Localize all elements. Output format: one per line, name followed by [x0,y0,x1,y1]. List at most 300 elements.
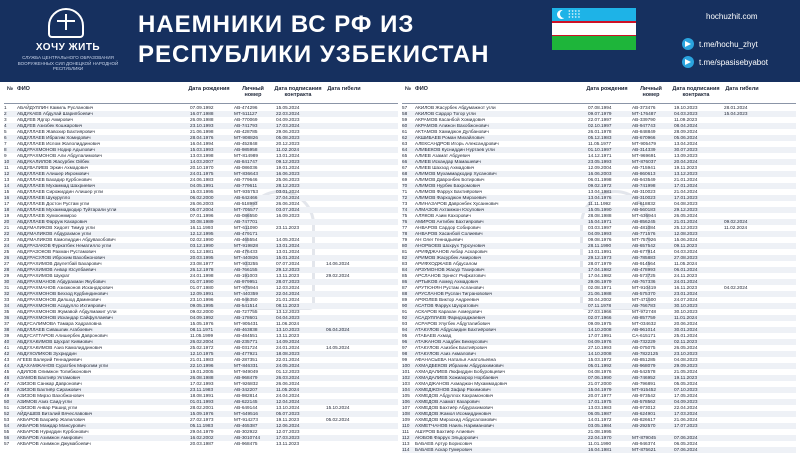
row-name: БАБАЕВ Аскар Гумерович [415,447,473,452]
row-contract-date: 15.01.2024 [276,255,300,260]
row-personal-number: АВ-796891 [632,381,656,386]
website-link[interactable]: hochuzhit.com [706,12,758,21]
row-dob: 14.03.2007 [190,159,214,164]
row-death-date: 09.02.2024 [724,219,748,224]
row-number: 8 [4,147,7,152]
row-number: 22 [4,231,10,236]
row-contract-date: 25.01.2024 [674,333,698,338]
row-contract-date: 06.01.2024 [674,267,698,272]
row-dob: 09.09.1975 [588,321,612,326]
row-contract-date: 07.10.2023 [674,387,698,392]
row-personal-number: АВ-465554 [234,237,258,242]
row-contract-date: 22.01.2024 [276,357,300,362]
row-dob: 24.01.1998 [190,273,214,278]
row-number: 30 [4,279,10,284]
row-number: 32 [4,291,10,296]
row-dob: 05.12.1983 [588,135,612,140]
row-name: АБДУРАХМОНОВ Бехзод Кудбиндинович [17,291,108,296]
row-dob: 17.07.1991 [588,333,612,338]
row-personal-number: АВ-746952 [632,375,656,380]
row-name: АЛЯКОВ Азим Кахорович [415,213,471,218]
row-name: АБАЙДУЛЛИН Камиль Русланович [17,105,94,110]
row-number: 12 [4,171,10,176]
row-number: 94 [402,327,408,332]
row-personal-number: АВ-732229 [632,339,656,344]
row-dob: 07.08.1994 [588,105,612,110]
row-dob: 01.07.1990 [190,279,214,284]
row-dob: 15.04.1979 [588,387,612,392]
row-number: 95 [402,333,408,338]
row-contract-date: 28.12.2023 [276,183,300,188]
row-name: АБДУЛЛАЕВ Мухаммад Шахриевич [17,183,96,188]
row-dob: 03.05.1984 [588,423,612,428]
row-contract-date: 22.04.2024 [276,291,300,296]
row-contract-date: 14.05.2024 [276,237,300,242]
row-dob: 14.10.2008 [588,327,612,332]
row-personal-number: АВ-741793 [234,123,258,128]
row-name: АЛИНАЗАРОВ Давронбек Хусаинович [415,201,499,206]
row-contract-date: 22.03.2024 [276,111,300,116]
row-number: 84 [402,267,408,272]
row-contract-date: 17.03.2024 [276,123,300,128]
col-dob: Дата рождения [586,86,628,92]
row-dob: 20.03.1987 [190,441,214,446]
row-personal-number: МТ-757926 [632,237,656,242]
row-personal-number: АВ-841747 [234,159,258,164]
row-dob: 23.11.1983 [190,387,214,392]
row-number: 112 [402,435,410,440]
header-banner [0,0,800,82]
row-contract-date: 12.03.2024 [276,285,300,290]
row-dob: 22.07.1997 [588,117,612,122]
row-dob: 28.08.1988 [588,213,612,218]
row-dob: 16.04.1994 [190,141,214,146]
row-number: 62 [402,135,408,140]
row-dob: 15.05.1990 [588,207,612,212]
row-name: АБДУРАХМОНОВ Нодир Адылович [17,147,95,152]
row-number: 113 [402,441,410,446]
row-number: 11 [4,165,9,170]
col-num: № [404,86,412,92]
row-personal-number: АВ-741998 [632,183,656,188]
table-left [4,84,398,446]
row-dob: 23.08.1977 [190,261,214,266]
row-dob: 29.06.1979 [588,279,612,284]
row-number: 39 [4,333,10,338]
row-dob: 16.04.1981 [588,447,612,452]
row-dob: 27.03.1966 [588,309,612,314]
row-number: 90 [402,303,408,308]
row-contract-date: 12.04.2024 [276,399,300,404]
row-personal-number: АВ-727755 [234,309,258,314]
row-name: АБДУРАХМАНОВ Азизжонов Искандарович [17,285,113,290]
row-number: 88 [402,291,408,296]
row-number: 4 [4,123,7,128]
row-dob: 15.03.1993 [190,147,214,152]
col-death: Дата гибели [327,86,361,92]
row-personal-number: АВ-573725 [632,273,656,278]
row-name: АБДУРАХМОНОВ Асадулло Ихтиярович [17,303,106,308]
row-number: 16 [4,195,10,200]
row-contract-date: 26.06.2024 [276,381,300,386]
row-death-date: 05.02.2024 [326,417,350,422]
row-dob: 23.10.1993 [190,123,214,128]
row-dob: 11.05.1977 [588,141,612,146]
table-row [4,441,398,447]
row-contract-date: 23.01.2024 [674,291,698,296]
col-contract: Дата подписания контракта [672,86,720,98]
row-contract-date: 03.07.2024 [276,207,300,212]
row-personal-number: МТ-879045 [632,435,656,440]
row-number: 52 [4,411,10,416]
row-number: 43 [4,357,10,362]
row-contract-date: 13.01.2024 [276,153,300,158]
row-death-date: 15.04.2023 [724,111,748,116]
row-personal-number: АВ-785883 [632,255,656,260]
row-dob: 07.01.1996 [190,213,214,218]
row-name: АРИФДЖАНОВ Акбар Аскарович [415,249,488,254]
row-personal-number: АВ-575370 [632,291,656,296]
row-number: 105 [402,393,410,398]
row-contract-date: 17.03.2023 [276,435,300,440]
row-personal-number: АВ-287351 [234,357,258,362]
row-name: АБДУВАЛИЕВ Эркин Ахмадович [17,165,89,170]
row-number: 104 [402,387,410,392]
row-name: АДАХАМЖАНОВ Суратбек Миролим угли [17,363,108,368]
row-contract-date: 19.11.2023 [674,375,698,380]
row-contract-date: 18.08.2023 [276,351,300,356]
row-name: АТАКУЛОВ Абдусаидин Бахтиёрович [415,327,496,332]
row-number: 55 [4,429,10,434]
row-personal-number: АВ-715941 [632,165,656,170]
stars-icon: ★★★★ ★★★★ ★★★★ [568,9,581,19]
row-contract-date: 03.01.2024 [276,189,300,194]
row-personal-number: АВ-961014 [632,327,656,332]
row-name: АСАДУЛЛАЕВ Фаридхаджаевич [415,315,486,320]
row-contract-date: 13.12.2023 [276,309,300,314]
row-contract-date: 13.12.2023 [674,171,698,176]
row-contract-date: 23.10.2023 [674,351,698,356]
row-dob: 09.02.2000 [190,309,214,314]
row-personal-number: АВ-985958 [234,147,258,152]
row-contract-date: 26.03.2024 [276,375,300,380]
row-name: АРФОЛЕВ Виктор Андреевич [415,297,480,302]
row-personal-number: АВ-943549 [632,177,656,182]
row-dob: 17.02.1993 [190,381,214,386]
row-contract-date: 25.12.2023 [674,225,698,230]
row-contract-date: 07.06.2024 [674,447,698,452]
row-personal-number: АВ-779611 [234,183,258,188]
row-personal-number: АВ-235771 [234,339,258,344]
row-number: 66 [402,159,408,164]
row-number: 31 [4,285,10,290]
row-name: АХМЕДЖОНОВ Зафар Рахимович [415,387,491,392]
table-header [402,84,796,104]
row-number: 50 [4,399,10,404]
row-name: АЗИЗОВ Санжар Давронович [17,381,82,386]
row-number: 67 [402,165,408,170]
row-contract-date: 05.05.2024 [674,381,698,386]
row-number: 37 [4,321,10,326]
row-dob: 09.08.1976 [588,237,612,242]
row-number: 89 [402,297,408,302]
row-personal-number: МТ-905479 [632,141,656,146]
row-number: 72 [402,195,408,200]
row-contract-date: 13.09.2023 [674,153,698,158]
row-personal-number: АВ-477921 [234,351,258,356]
row-name: АФАНАСЬЕВА Наталья Анатольевна [415,357,496,362]
col-personal: Личный номер [640,86,662,98]
row-personal-number: АВ-624901 [632,411,656,416]
row-personal-number: АВ-649144 [234,405,258,410]
row-contract-date: 21.01.2024 [674,219,698,224]
row-name: АЛИЕВ Азамат Абдуевич [415,153,471,158]
row-dob: 16.02.2002 [190,435,214,440]
row-name: АБДУРАХИМОВ Даулетбай Бахарович [17,261,102,266]
row-number: 9 [4,153,7,158]
row-personal-number: МТ-705577 [234,207,258,212]
row-contract-date: 24.01.2024 [276,345,300,350]
row-number: 103 [402,381,410,386]
row-personal-number: АВ-670966 [632,135,656,140]
row-contract-date: 13.11.2023 [276,441,300,446]
row-personal-number: МТ-935753 [234,189,258,194]
row-contract-date: 12.07.2023 [276,429,300,434]
row-number: 74 [402,207,408,212]
row-personal-number: АВ-826617 [632,417,656,422]
telegram-link-2[interactable] [682,56,768,68]
col-dob: Дата рождения [188,86,230,92]
row-name: АН Олег Геннадьевич [415,237,463,242]
row-dob: 02.08.1971 [588,285,612,290]
row-dob: 07.06.1990 [588,375,612,380]
row-personal-number: АВ-771576 [632,231,656,236]
row-personal-number: АВ-428785 [234,129,258,134]
row-number: 60 [402,123,408,128]
row-dob: 13.03.1983 [588,405,612,410]
row-number: 10 [4,159,10,164]
row-dob: 15.09.1976 [190,411,214,416]
row-contract-date: 05.07.2023 [276,411,300,416]
row-contract-date: 13.10.2023 [276,327,300,332]
row-name: АБДУКАЛИЛОВ Жасурбек Ойбек [17,159,90,164]
logo-subtitle: СЛУЖБА ЦЕНТРАЛЬНОГО ОБРАЗОВАНИЯ ВООРУЖЕННЫХ СИЛ ДОНЕЦКОЙ НАРОДНОЙ РЕСПУБЛИКИ [17,55,119,71]
row-personal-number: АВ-622145 [234,399,258,404]
row-contract-date: 04.09.2023 [276,117,300,122]
row-contract-date: 13.11.2023 [276,333,300,338]
row-number: 64 [402,147,408,152]
row-name: АБДУСАЛИМОВА Тамара Хадраповна [17,321,102,326]
row-personal-number: АВ-478993 [632,267,656,272]
row-dob: 30.04.2002 [588,297,612,302]
row-dob: 01.07.1980 [190,285,214,290]
row-dob: 09.07.1979 [588,111,612,116]
row-death-date: 04.02.2024 [724,285,748,290]
row-number: 27 [4,261,10,266]
row-number: 97 [402,345,408,350]
row-name: АБДУЛЛАЕВ Сирожиддин Алишер угли [17,189,104,194]
row-contract-date: 23.11.2023 [276,225,300,230]
row-name: АБДУКАЕВ Абдулай Шарипбоевич [17,111,93,116]
telegram-link-1-label: t.me/hochu_zhyt [699,39,758,49]
row-name: АХМАДБЕКОВ Ибрахим Абдурахимович [415,363,504,368]
row-name: АЛИМОВ Фаррух Бахтиёрович [415,189,483,194]
row-contract-date: 11.06.2024 [276,321,300,326]
row-dob: 07.09.1992 [190,105,214,110]
row-dob: 28.11.1990 [588,243,612,248]
row-number: 53 [4,417,10,422]
table-body [402,105,796,452]
row-dob: 06.05.1987 [588,411,612,416]
row-name: АЗАМОВ Бахтиёр Уктамович [17,375,81,380]
row-dob: 25.02.1972 [190,345,214,350]
row-personal-number: АВ-452848 [234,141,258,146]
row-name: АБДУЛЛАЕВ Мухаммадкодир Туйтарали угли [17,207,117,212]
row-contract-date: 11.05.2024 [276,387,300,392]
row-contract-date: 12.06.2024 [276,423,300,428]
row-contract-date: 30.10.2023 [674,309,698,314]
row-name: АБДУРАХМАНОВ Абдурахман Якубович [17,279,106,284]
row-personal-number: АВ-968479 [234,375,258,380]
row-personal-number: МТ-949049 [234,369,258,374]
row-number: 42 [4,351,10,356]
row-contract-date: 11.01.2024 [674,315,698,320]
row-personal-number: АВ-770069 [234,117,258,122]
row-contract-date: 16.11.2023 [674,285,698,290]
row-contract-date: 19.10.2023 [674,105,698,110]
row-name: АБДУЕВ Азизбек Кошкарович [17,123,83,128]
row-dob: 12.09.2004 [588,165,612,170]
row-personal-number: АВ-766783 [632,303,656,308]
row-contract-date: 07.07.2024 [276,261,300,266]
row-number: 51 [4,405,10,410]
row-number: 93 [402,321,408,326]
row-contract-date: 09.12.2023 [276,159,300,164]
row-personal-number: АВ-968475 [234,441,258,446]
row-personal-number: МТ-915452 [632,387,656,392]
row-personal-number: АВ-979951 [234,279,258,284]
row-name: АБДУРАХМОНОВ Жумавой Абдулмажит угли [17,309,117,314]
row-number: 49 [4,393,10,398]
row-dob: 13.01.1991 [588,249,612,254]
row-personal-number: АВ-766155 [234,267,258,272]
row-dob: 01.12.1981 [190,249,214,254]
row-name: АБДУРАХМОНОВ Али Абдулалимович [17,153,102,158]
row-personal-number: МТ-611090 [234,225,258,230]
row-personal-number: АВ-677914 [632,249,656,254]
row-dob: 06.02.2000 [190,195,214,200]
row-dob: 28.02.2001 [190,405,214,410]
row-number: 61 [402,129,408,134]
row-number: 79 [402,237,408,242]
row-number: 48 [4,387,10,392]
row-contract-date: 21.05.2024 [674,369,698,374]
row-name: АТАКУЛОВ Азизбек Бахтиёрович [415,345,488,350]
row-contract-date: 13.10.2024 [276,405,300,410]
row-number: 107 [402,405,410,410]
row-dob: 22.10.1996 [190,363,214,368]
row-personal-number: МТ-846331 [234,363,258,368]
row-name: АЛИБЕКОВ Кусниддин Нуртаев угли [415,147,495,152]
row-dob: 04.05.1991 [190,183,214,188]
row-name: АЮБОВ Фаррух Эльдорович [415,435,478,440]
row-personal-number: АВ-310023 [632,195,656,200]
row-name: АШУРОВ Бахтиёр Алиевич [415,429,475,434]
row-number: 54 [4,423,10,428]
row-dob: 27.02.1973 [190,417,214,422]
row-name: АЛИМОВ Давронбек Ботирович [415,177,485,182]
row-personal-number: МТ-969691 [632,153,656,158]
row-number: 108 [402,411,410,416]
row-dob: 14.01.1972 [588,417,612,422]
row-contract-date: 13.01.2024 [276,249,300,254]
row-name: АЗИМОВ Азиз Саид-угли [17,399,72,404]
row-dob: 29.04.1979 [190,429,214,434]
row-contract-date: 09.11.2023 [674,243,698,248]
row-name: АЗИЗОВ Мирзо Вахобжонович [17,393,84,398]
row-dob: 26.09.1988 [190,117,214,122]
row-contract-date: 29.09.2023 [674,363,698,368]
row-name: АЛЕКСАНДРОВ Игорь Александрович [415,141,499,146]
row-number: 101 [402,369,410,374]
row-dob: 21.07.2000 [588,381,612,386]
row-number: 80 [402,243,408,248]
row-personal-number: МТ-910419 [632,285,656,290]
row-personal-number: АВ-982814 [234,393,258,398]
row-contract-date: 30.10.2023 [674,303,698,308]
row-dob: 20.03.1995 [190,255,214,260]
row-contract-date: 19.11.2023 [276,417,300,422]
row-name: АХМЕДОВ Азамат Кахарович [415,399,480,404]
col-fio: ФИО [17,86,30,92]
row-dob: 21.06.1998 [190,129,214,134]
row-personal-number: АВ-856245 [632,219,656,224]
row-contract-date: 05.06.2024 [674,135,698,140]
telegram-link-1[interactable] [682,38,758,50]
row-name: АРУСЛАНОВ Руслан Тиграновович [415,291,493,296]
row-name: АКБАРОВ Азимжон Джумабоевич [17,441,91,446]
row-personal-number: АВ-302922 [234,429,258,434]
row-contract-date: 12.08.2023 [674,231,698,236]
row-dob: 16.06.2003 [588,171,612,176]
row-dob: 01.10.1997 [588,147,612,152]
row-dob: 12.09.1991 [190,291,214,296]
row-name: АБДУЛЛАЕВ Бахадир Қурбонович [17,177,92,182]
row-number: 75 [402,213,408,218]
row-number: 33 [4,297,10,302]
row-number: 106 [402,399,410,404]
row-contract-date: 08.04.2024 [674,123,698,128]
row-dob: 15.04.1971 [588,219,612,224]
row-number: 98 [402,351,408,356]
row-name: АКБАРОВ Нуриддин Курбонович [17,429,89,434]
row-name: АХМЕДОВ Абдуллох Кахрамонович [415,393,494,398]
row-number: 114 [402,447,410,452]
row-name: АКИЛОВ Жасурбек Абдумажнот угли [415,105,496,110]
row-name: АБДУЛЛАЕВ Ислом Жалолиддинович [17,141,101,146]
row-number: 73 [402,201,408,206]
row-contract-date: 21.01.2024 [674,177,698,182]
row-contract-date: 11.09.2023 [674,117,698,122]
row-name: АБДУМАЛИКОВ Хидоят Тимур угли [17,225,95,230]
row-contract-date: 16.09.2023 [276,213,300,218]
row-personal-number: АВ-031724 [234,345,258,350]
row-name: БАБАЕВ Артур Борисович [415,441,473,446]
row-personal-number: МТ-972748 [632,309,656,314]
row-dob: 01.01.1993 [190,399,214,404]
row-number: 5 [4,129,7,134]
row-dob: 11.01.1990 [588,441,612,446]
